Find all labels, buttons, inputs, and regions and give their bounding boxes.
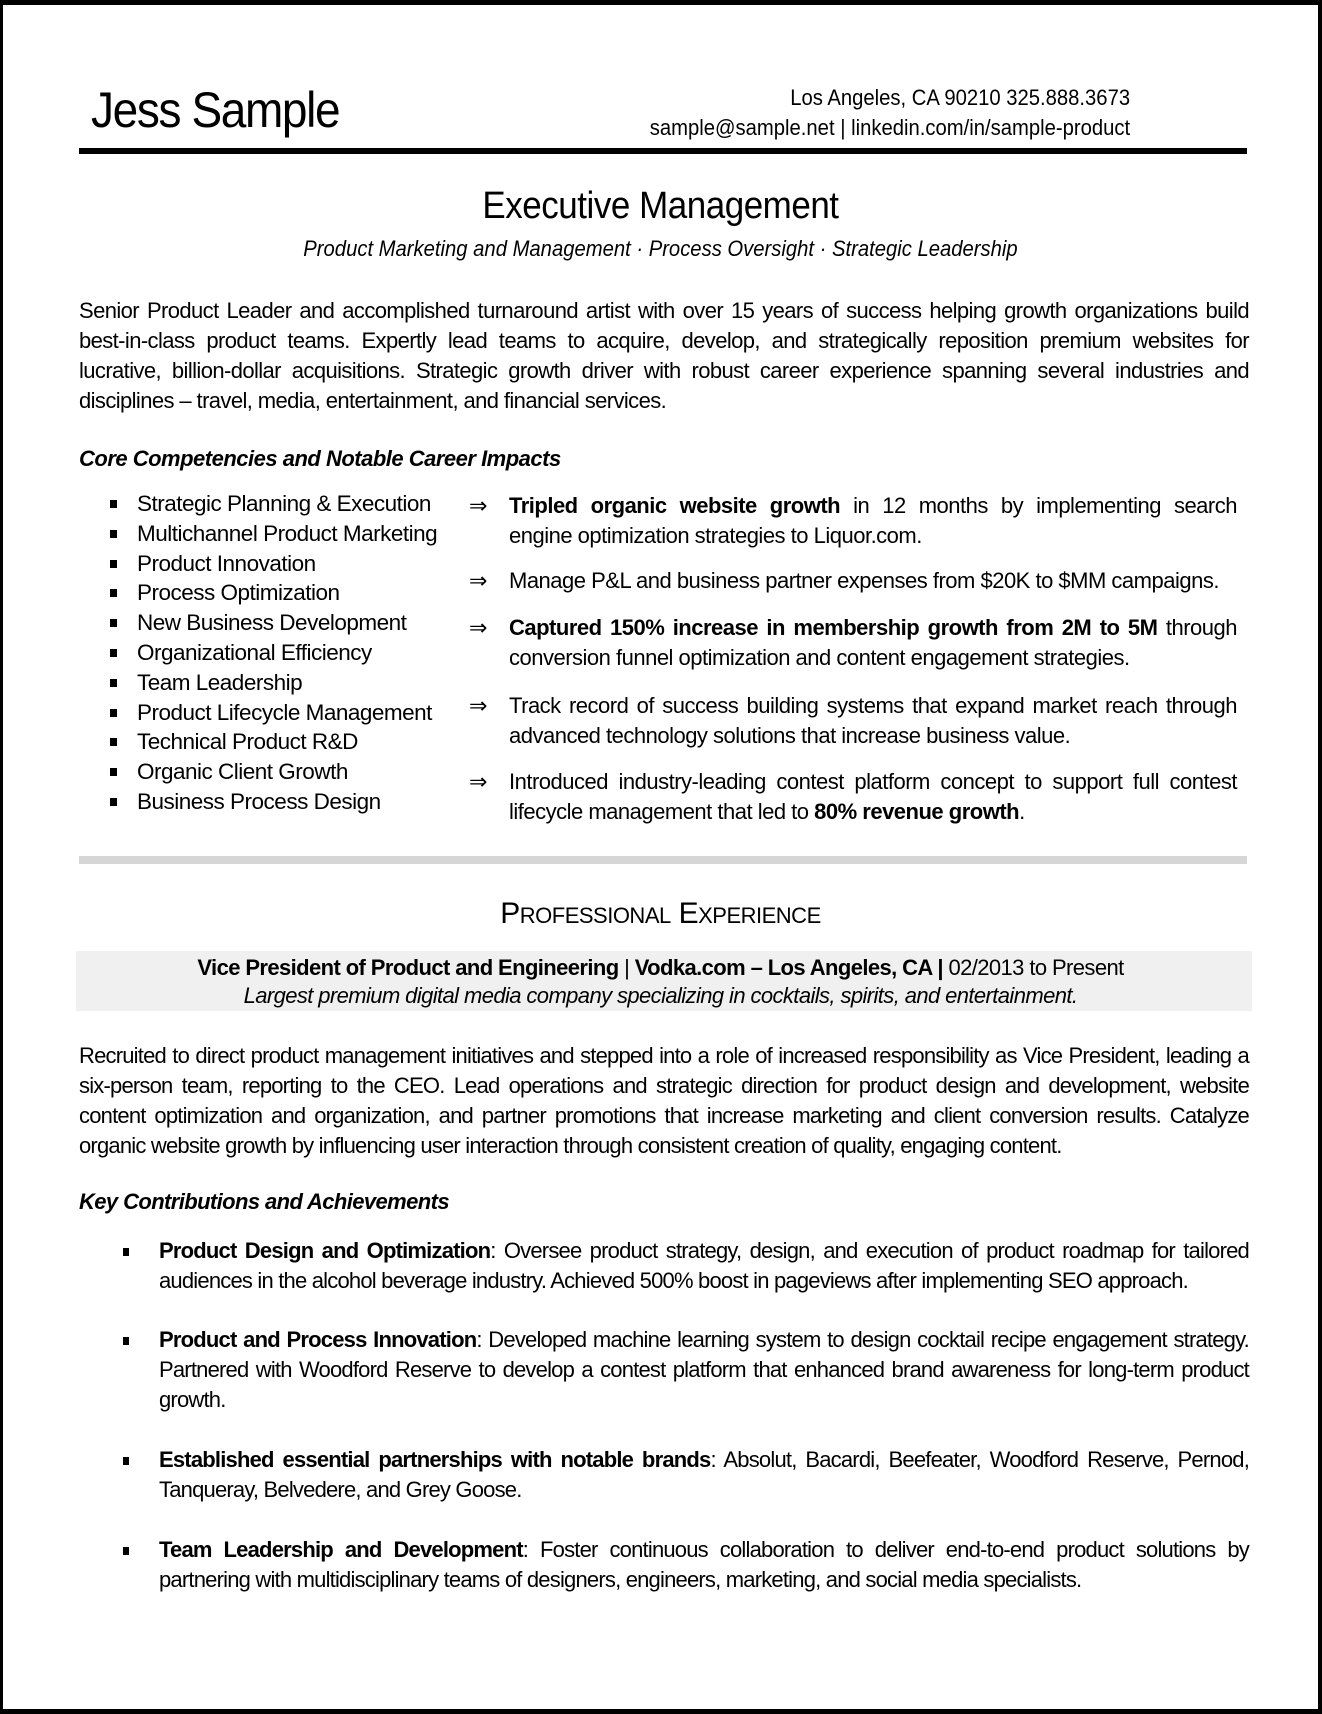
job-dates: 02/2013 to Present (948, 955, 1124, 980)
achievement-item: Product Design and Optimization: Oversee product strategy, design, and execution of product roadmap for tailored audiences in the alcohol beverage industry. Achieved 500% boost in pageviews after implementing SEO approach. (123, 1236, 1249, 1296)
competency-item: Strategic Planning & Execution (107, 489, 437, 519)
contact-block (650, 83, 1130, 143)
double-arrow-icon: ⇒ (469, 615, 487, 640)
impact-item: ⇒ Manage P&L and business partner expenses from $20K to $MM campaigns. (469, 566, 1237, 596)
square-bullet-icon (110, 500, 117, 508)
linkedin-link[interactable]: linkedin.com/in/sample-product (850, 115, 1130, 140)
company-description: Largest premium digital media company specializing in cocktails, spirits, and entertainment. (243, 983, 1078, 1008)
square-bullet-icon (110, 619, 117, 627)
competency-item: Business Process Design (107, 787, 437, 817)
email-link[interactable]: sample@sample.net (649, 115, 835, 140)
square-bullet-icon (110, 738, 117, 746)
competency-item: Organizational Efficiency (107, 638, 437, 668)
square-bullet-icon (110, 530, 117, 538)
contact-separator: | (834, 115, 851, 140)
section-divider (79, 856, 1247, 864)
impact-item: ⇒ Captured 150% increase in membership growth from 2M to 5M through conversion funnel optimization and content engagement strategies. (469, 615, 1237, 670)
impact-item: ⇒ Introduced industry-leading contest platform concept to support full contest lifecycle management that led to 80% revenue growth. (469, 769, 1237, 824)
competency-item: Multichannel Product Marketing (107, 519, 437, 549)
competency-item: Team Leadership (107, 668, 437, 698)
double-arrow-icon: ⇒ (469, 693, 487, 718)
achievement-item: Product and Process Innovation: Developed machine learning system to design cocktail recipe engagement strategy. Partnered with Woodford Reserve to develop a contest platform that enhanced brand awareness for long-term product growth. (123, 1325, 1249, 1415)
square-bullet-icon (110, 589, 117, 597)
achievements-heading: Key Contributions and Achievements (79, 1189, 449, 1214)
competency-item: Product Lifecycle Management (107, 698, 437, 728)
square-bullet-icon (123, 1337, 129, 1345)
contact-address-phone: Los Angeles, CA 90210 325.888.3673 (790, 85, 1130, 110)
square-bullet-icon (123, 1457, 129, 1465)
professional-summary: Senior Product Leader and accomplished turnaround artist with over 15 years of success helping growth organizations build best-in-class product teams. Expertly lead teams to acquire, develop, and strategically reposition premium websites for lucrative, billion-dollar acquisitions. Strategic growth driver with robust career experience spanning several industries and disciplines – travel, media, entertainment, and financial services. (79, 298, 1249, 413)
candidate-name: Jess Sample (91, 82, 340, 138)
square-bullet-icon (110, 649, 117, 657)
job-header: Vice President of Product and Engineering | Vodka.com – Los Angeles, CA | 02/2013 to Present (197, 955, 1124, 980)
job-company: Vodka.com – Los Angeles, CA (634, 955, 932, 980)
double-arrow-icon: ⇒ (469, 568, 487, 593)
competencies-heading: Core Competencies and Notable Career Impacts (79, 446, 561, 471)
square-bullet-icon (110, 560, 117, 568)
headline-title: Executive Management (482, 185, 839, 227)
experience-section-title: PROFESSIONAL EXPERIENCE (500, 897, 821, 930)
job-title: Vice President of Product and Engineering (197, 955, 619, 980)
achievement-item: Established essential partnerships with notable brands: Absolut, Bacardi, Beefeater, Woodford Reserve, Pernod, Tanqueray, Belvedere, and Grey Goose. (123, 1445, 1249, 1505)
double-arrow-icon: ⇒ (469, 493, 487, 518)
contact-online (650, 113, 1130, 143)
job-summary: Recruited to direct product management initiatives and stepped into a role of increased responsibility as Vice President, leading a six-person team, reporting to the CEO. Lead operations and strategic direction for product design and development, website content optimization and organization, and partner promotions that increase marketing and client conversion results. Catalyze organic website growth by influencing user interaction through consistent creation of quality, engaging content. (79, 1043, 1249, 1158)
square-bullet-icon (110, 798, 117, 806)
competency-item: Product Innovation (107, 549, 437, 579)
impact-item: ⇒ Track record of success building systems that expand market reach through advanced technology solutions that increase business value. (469, 693, 1237, 748)
competencies-list (107, 489, 437, 817)
competency-item: Process Optimization (107, 578, 437, 608)
double-arrow-icon: ⇒ (469, 769, 487, 794)
competency-item: New Business Development (107, 608, 437, 638)
square-bullet-icon (110, 679, 117, 687)
header-divider (79, 148, 1247, 154)
headline-subtitle: Product Marketing and Management · Process Oversight · Strategic Leadership (303, 236, 1018, 261)
achievement-item: Team Leadership and Development: Foster continuous collaboration to deliver end-to-end product solutions by partnering with multidisciplinary teams of designers, engineers, marketing, and social media specialists. (123, 1535, 1249, 1595)
impact-item: ⇒ Tripled organic website growth in 12 months by implementing search engine optimization strategies to Liquor.com. (469, 493, 1237, 548)
square-bullet-icon (110, 709, 117, 717)
square-bullet-icon (123, 1248, 129, 1256)
square-bullet-icon (123, 1547, 129, 1555)
competency-item: Technical Product R&D (107, 727, 437, 757)
competency-item: Organic Client Growth (107, 757, 437, 787)
square-bullet-icon (110, 768, 117, 776)
